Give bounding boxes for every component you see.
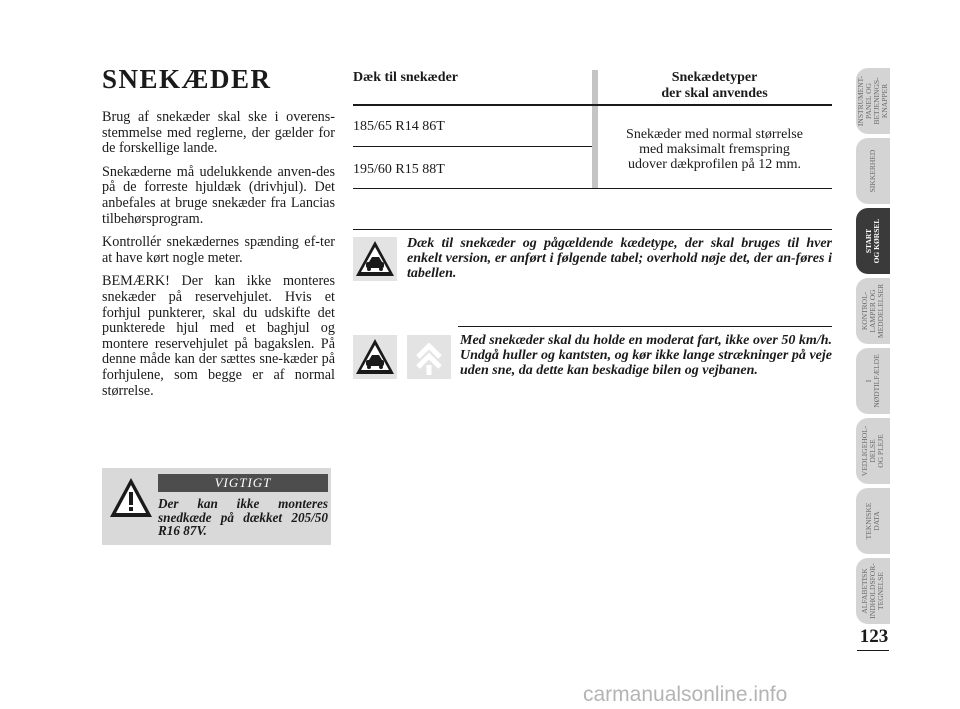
car-skid-warning-icon [353,335,397,379]
page-number: 123 [859,626,889,647]
table-cell-chain-type [612,127,817,172]
watermark: carmanualsonline.info [583,683,788,706]
tab-index[interactable] [856,558,890,624]
tab-label: START OG KØRSEL [864,218,881,264]
chain-desc-line: Snekæder med normal størrelse [626,127,803,142]
table-header-chains [612,70,817,102]
note-text: Dæk til snekæder og pågældende kædetype, der skal bruges til hver enkelt version, er anført i følgende tabel; overhold nøje det, der an-føres i tabellen. [407,236,832,281]
table-header-chains-line: der skal anvendes [661,86,768,101]
paragraph: BEMÆRK! Der kan ikke monteres snekæder på reservehjulet. Hvis et forhjul punkterer, skal du udskifte det punkterede hjul med et baghjul og montere reservehjulet på bagakslen. På denne måde kan der sættes sne-kæder på forhjulene, som begge er af normal størrelse. [102,273,335,399]
tab-label: ALFABETISK INDHOLDSFOR- TEGNELSE [860,563,885,619]
paragraph: Brug af snekæder skal ske i overens-stemmelse med reglerne, der gælder for de forskellige lande. [102,109,335,157]
tab-label: I NØDTILFÆLDE [864,354,881,408]
table-header-rule [353,104,832,106]
tab-label: VEDLIGEHOL- DELSE OG PLEJE [860,425,885,477]
tab-safety[interactable] [856,138,890,204]
warning-triangle-icon [108,475,154,521]
tab-label: SIKKERHED [868,149,877,193]
note-text: Med snekæder skal du holde en moderat fart, ikke over 50 km/h. Undgå huller og kantsten, og kør ikke lange strækninger på veje uden sne, da dette kan beskadige bilen og vejbanen. [460,333,832,378]
tab-technical-data[interactable] [856,488,890,554]
tab-start-driving[interactable] [856,208,890,274]
body-text [102,110,335,407]
paragraph: Snekæderne må udelukkende anven-des på de forreste hjuldæk (drivhjul). Det anbefales at bruge snekæder fra Lancias tilbehørsprogram. [102,163,335,227]
car-skid-warning-icon [353,237,397,281]
note-rule [353,229,832,230]
table-header-tires: Dæk til snekæder [353,70,459,85]
table-cell-tire: 185/65 R14 86T [353,119,445,134]
speed-chevron-icon [407,335,451,379]
table-row-rule [353,146,592,147]
tab-label: TEKNISKE DATA [864,502,881,540]
table-column-divider [592,70,598,188]
chain-desc-line: med maksimalt fremspring [639,142,790,157]
tab-emergency[interactable] [856,348,890,414]
important-header: VIGTIGT [158,474,328,492]
tab-warning-lights[interactable] [856,278,890,344]
important-text: Der kan ikke monteres snedkæde på dækket 205/50 R16 87V. [158,496,328,538]
table-header-chains-line: Snekædetyper [671,70,758,85]
table-bottom-rule [353,188,832,189]
important-box [102,468,331,545]
tab-maintenance[interactable] [856,418,890,484]
table-cell-tire: 195/60 R15 88T [353,162,445,177]
tab-label: KONTROL- LAMPER OG MEDDELELSER [860,283,885,339]
note-rule [458,326,832,327]
tab-instrument-panel[interactable] [856,68,890,134]
section-title: SNEKÆDER [102,64,272,94]
page-number-rule [857,650,889,651]
chain-desc-line: udover dækprofilen på 12 mm. [627,157,802,172]
tab-label: INSTRUMENT- PANEL OG BETJENINGS- KNAPPER [856,75,889,127]
paragraph: Kontrollér snekædernes spænding ef-ter at have kørt nogle meter. [102,234,335,266]
